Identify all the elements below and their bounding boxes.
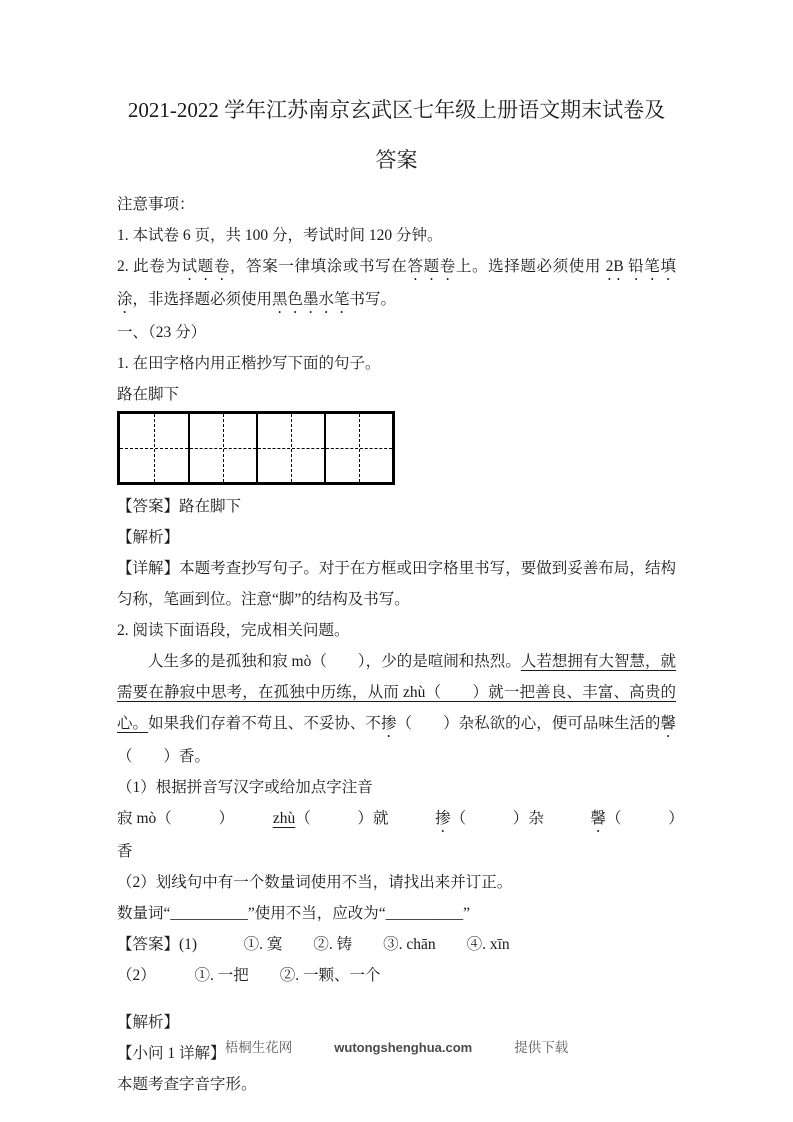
text-segment: 寂 mò（ ） [117, 810, 273, 827]
q1-prompt: 1. 在田字格内用正楷抄写下面的句子。 [117, 355, 381, 372]
q2-subquestion-detail: 本题考查字音字形。 [117, 1076, 257, 1093]
q1-detail: 【详解】本题考查抄写句子。对于在方框或田字格里书写，要做到妥善布局，结构匀称，笔画到位。注意“脚”的结构及书写。 [117, 560, 676, 608]
text-segment: 人若想拥有大智慧，就需要在静寂中思考，在孤独中历练，从而 zhù（ ）就一把善良、丰富、高贵的心。 [117, 653, 676, 732]
text-segment: 如果我们存着不苟且、不妥协、不 [148, 715, 381, 732]
document-title [117, 85, 676, 185]
q2-sub2-prompt: （2）划线句中有一个数量词使用不当，请找出来并订正。 [117, 874, 513, 891]
text-segment: ，答案一律填涂或书写在 [229, 258, 408, 275]
q2-passage [117, 646, 676, 772]
text-segment: 2. 此卷为 [117, 258, 182, 275]
text-segment: zhù [272, 810, 296, 827]
text-segment: （ ）杂 [450, 810, 591, 827]
q2-answer-line-1: 【答案】(1) ①. 寞 ②. 铸 ③. chān ④. xīn [117, 936, 510, 953]
title-line-2: 答案 [375, 148, 418, 172]
notice-item-2 [117, 251, 676, 317]
text-segment: 馨 [590, 810, 607, 827]
q1-copy-sentence: 路在脚下 [117, 386, 180, 403]
q2-pinyin-line [117, 803, 676, 867]
notice-heading: 注意事项： [117, 196, 195, 213]
text-segment: 黑色墨水笔 [272, 291, 350, 308]
text-segment: 人生多的是孤独和寂 mò（ ），少的是喧闹和热烈。 [148, 653, 521, 670]
text-segment: （ ）就 [295, 810, 436, 827]
text-segment: 书写。 [349, 291, 397, 308]
q2-prompt: 2. 阅读下面语段，完成相关问题。 [117, 622, 350, 639]
text-segment: （ ）杂私欲的心，便可品味生活的 [396, 715, 661, 732]
notice-item-1: 1. 本试卷 6 页，共 100 分，考试时间 120 分钟。 [117, 227, 443, 244]
q1-analysis-label: 【解析】 [117, 529, 180, 546]
q2-sub2-fill-line: 数量词“__________”使用不当，应改为“__________” [117, 905, 471, 922]
text-segment: 答题卷 [407, 258, 456, 275]
tianzige-grid [117, 411, 395, 485]
footer-site-name: 梧桐生花网 [224, 1040, 293, 1055]
q2-sub1-prompt: （1）根据拼音写汉字或给加点字注音 [117, 779, 373, 796]
text-segment: 掺 [380, 715, 397, 732]
text-segment: 上。选择题必须使用 [455, 258, 606, 275]
q2-answer-line-2: （2） ①. 一把 ②. 一颗、一个 [117, 967, 381, 984]
footer-download-text: 提供下载 [514, 1040, 569, 1055]
text-segment: 馨 [660, 715, 676, 732]
q1-answer: 【答案】路在脚下 [117, 498, 242, 515]
q2-subquestion-label: 【小问 1 详解】 [117, 1045, 226, 1062]
text-segment: ，非选择题必须使用 [132, 291, 273, 308]
text-segment: 2B 铅笔填涂 [117, 258, 676, 308]
section-one-heading: 一、（23 分） [117, 324, 207, 341]
text-segment: （ ）香 [117, 810, 676, 860]
tianzige-cell [120, 414, 188, 482]
text-segment: （ ）香。 [117, 748, 211, 765]
q2-analysis-label: 【解析】 [117, 1014, 180, 1031]
tianzige-cell [256, 414, 324, 482]
page-footer [0, 1036, 793, 1056]
text-segment: 试题卷 [181, 258, 230, 275]
footer-site-url: wutongshenghua.com [334, 1040, 473, 1055]
tianzige-cell [188, 414, 256, 482]
title-line-1: 2021-2022 学年江苏南京玄武区七年级上册语文期末试卷及 [127, 98, 666, 122]
text-segment: 掺 [435, 810, 451, 827]
tianzige-cell [324, 414, 392, 482]
